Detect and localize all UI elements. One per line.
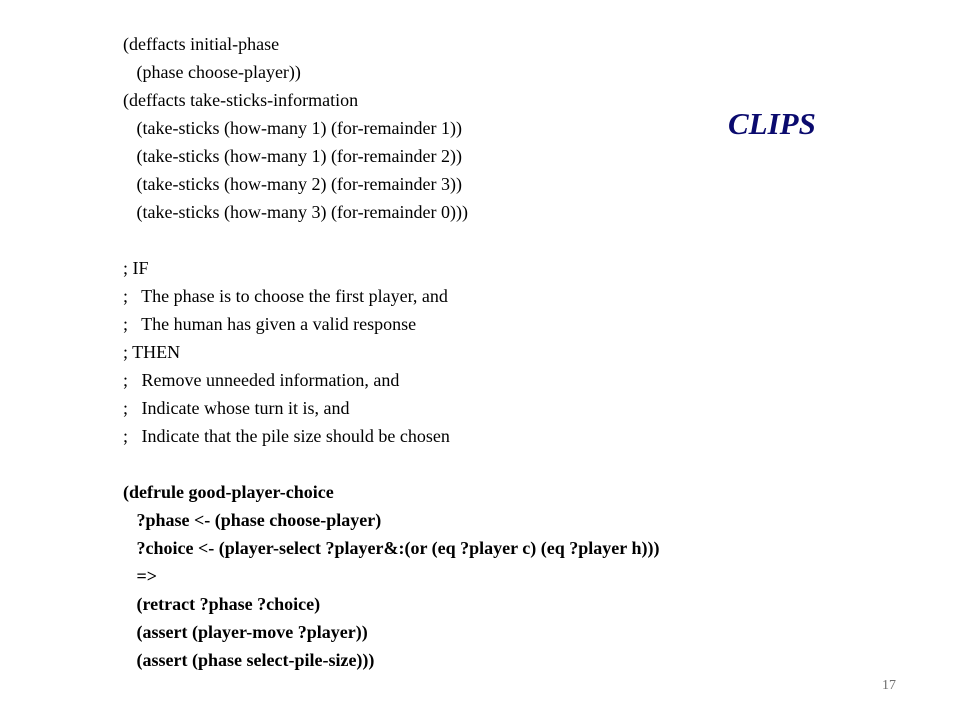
code-line: ; IF: [123, 258, 149, 278]
code-line: (take-sticks (how-many 1) (for-remainder 1)): [123, 118, 463, 138]
code-line: (phase choose-player)): [123, 62, 301, 82]
code-line: (retract ?phase ?choice): [123, 594, 321, 614]
blank-line: [123, 450, 659, 478]
slide-title: CLIPS: [728, 106, 816, 141]
code-line: ?phase <- (phase choose-player): [123, 510, 382, 530]
code-line: (take-sticks (how-many 1) (for-remainder 2)): [123, 146, 463, 166]
code-line: (deffacts initial-phase: [123, 34, 280, 54]
code-line: (take-sticks (how-many 2) (for-remainder 3)): [123, 174, 463, 194]
code-line: (defrule good-player-choice: [123, 482, 334, 502]
code-line: ; The human has given a valid response: [123, 314, 417, 334]
code-line: (take-sticks (how-many 3) (for-remainder 0))): [123, 202, 468, 222]
code-line: =>: [123, 566, 158, 586]
page-number: 17: [882, 678, 896, 693]
code-line: ?choice <- (player-select ?player&:(or (eq ?player c) (eq ?player h))): [123, 538, 660, 558]
blank-line: [123, 226, 659, 254]
code-block: [123, 30, 659, 674]
code-line: (assert (phase select-pile-size))): [123, 650, 375, 670]
code-line: ; Indicate whose turn it is, and: [123, 398, 350, 418]
code-line: (assert (player-move ?player)): [123, 622, 368, 642]
code-line: ; Indicate that the pile size should be chosen: [123, 426, 450, 446]
code-line: (deffacts take-sticks-information: [123, 90, 359, 110]
code-line: ; The phase is to choose the first player, and: [123, 286, 448, 306]
code-line: ; THEN: [123, 342, 181, 362]
code-line: ; Remove unneeded information, and: [123, 370, 400, 390]
